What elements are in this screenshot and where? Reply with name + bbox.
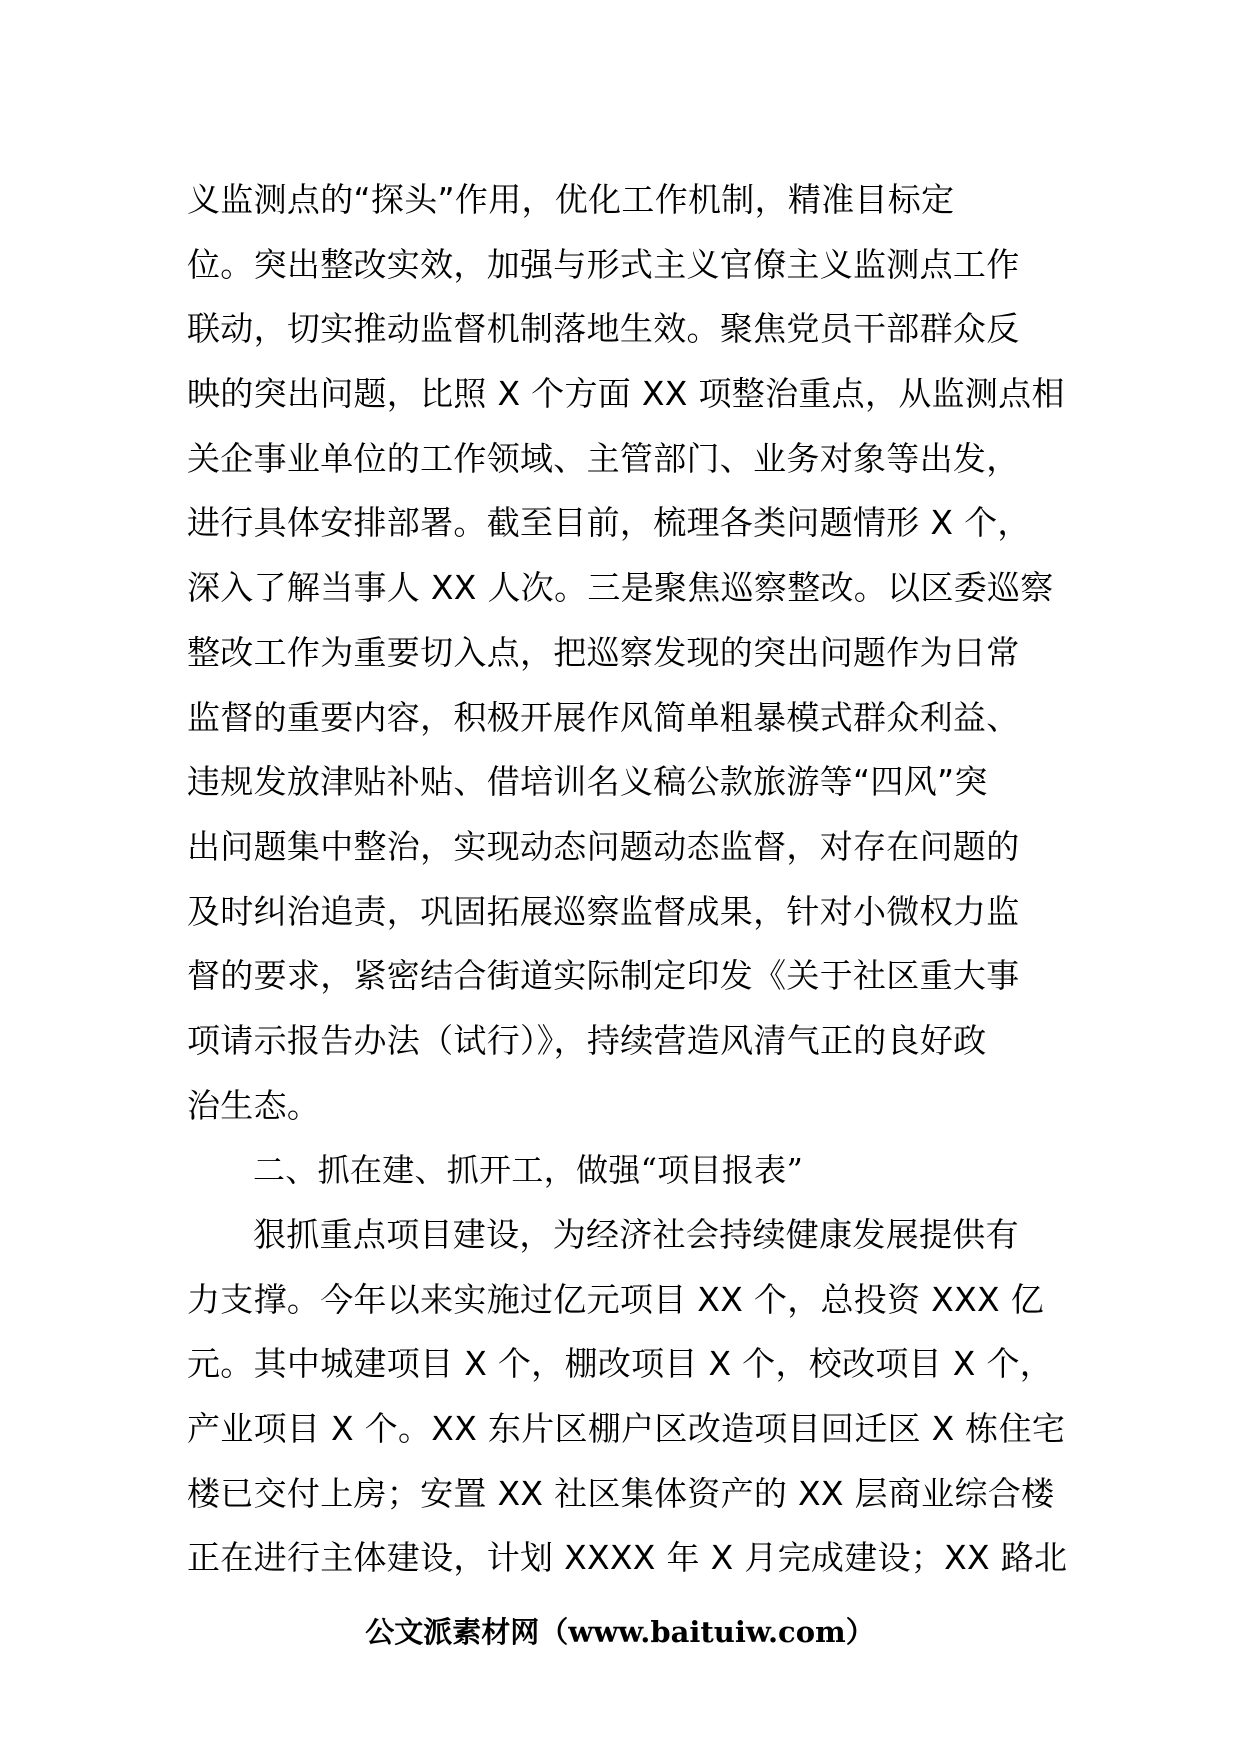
text-line: 元。其中城建项目 X 个，棚改项目 X 个，校改项目 X 个， [187,1344,1054,1384]
text-line: 位。突出整改实效，加强与形式主义官僚主义监测点工作 [187,244,1020,284]
text-line: 督的要求，紧密结合街道实际制定印发《关于社区重大事 [187,956,1020,996]
document-body [187,168,1068,1591]
text-line: 深入了解当事人 XX 人次。三是聚焦巡察整改。以区委巡察 [187,568,1054,608]
paragraph-1 [187,168,1065,1138]
text-line: 项请示报告办法（试行）》，持续营造风清气正的良好政 [187,1020,987,1060]
section-heading: 二、抓在建、抓开工，做强“项目报表” [253,1151,804,1190]
text-line: 出问题集中整治，实现动态问题动态监督，对存在问题的 [187,826,1020,866]
text-line: 力支撑。今年以来实施过亿元项目 XX 个，总投资 XXX 亿 [187,1279,1044,1319]
text-line: 楼已交付上房；安置 XX 社区集体资产的 XX 层商业综合楼 [187,1473,1055,1513]
text-line: 整改工作为重要切入点，把巡察发现的突出问题作为日常 [187,632,1020,672]
text-line: 产业项目 X 个。XX 东片区棚户区改造项目回迁区 X 栋住宅 [187,1409,1066,1449]
text-line: 联动，切实推动监督机制落地生效。聚焦党员干部群众反 [187,309,1020,349]
text-line: 违规发放津贴补贴、借培训名义稿公款旅游等“四风”突 [187,762,988,802]
footer-watermark: 公文派素材网（www.baituiw.com） [365,1615,875,1649]
text-line: 正在进行主体建设，计划 XXXX 年 X 月完成建设；XX 路北 [187,1538,1068,1578]
text-line: 监督的重要内容，积极开展作风简单粗暴模式群众利益、 [187,697,1020,737]
text-line: 关企事业单位的工作领域、主管部门、业务对象等出发， [187,438,1020,478]
paragraph-2 [187,1203,1068,1591]
text-line: 治生态。 [187,1085,321,1125]
text-line: 映的突出问题，比照 X 个方面 XX 项整治重点，从监测点相 [187,374,1065,414]
text-line: 狠抓重点项目建设，为经济社会持续健康发展提供有 [253,1215,1019,1254]
text-line: 进行具体安排部署。截至目前，梳理各类问题情形 X 个， [187,503,1031,543]
text-line: 及时纠治追责，巩固拓展巡察监督成果，针对小微权力监 [187,891,1020,931]
text-line: 义监测点的“探头”作用，优化工作机制，精准目标定 [187,180,955,219]
